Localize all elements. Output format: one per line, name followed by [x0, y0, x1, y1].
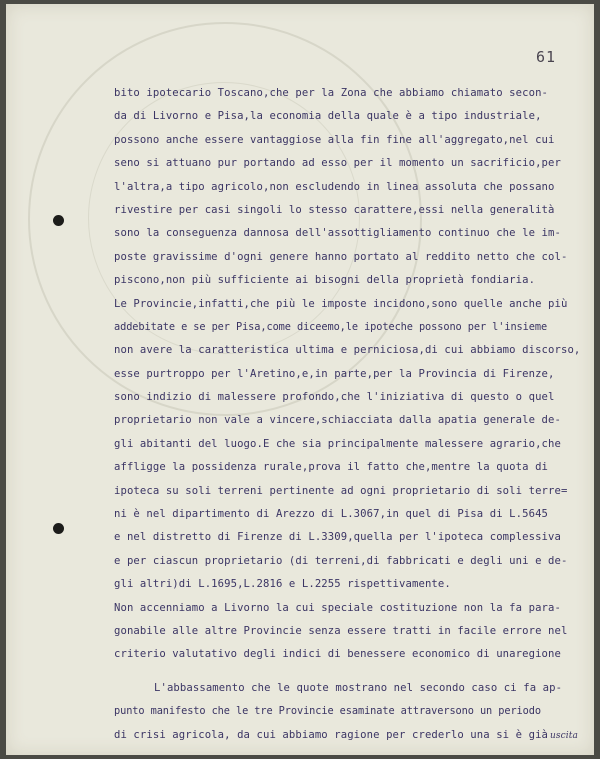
text-line: L'abbassamento che le quote mostrano nel secondo caso ci fa ap- [154, 681, 563, 694]
text-line: ni è nel dipartimento di Arezzo di L.3067,in quel di Pisa di L.5645 [114, 508, 549, 521]
punch-hole [53, 523, 64, 534]
text-line: sono indizio di malessere profondo,che l'iniziativa di questo o quel [114, 391, 555, 404]
text-line: seno si attuano pur portando ad esso per il momento un sacrificio,per [114, 157, 561, 170]
page-number: 61 [535, 48, 556, 66]
text-line: poste gravissime d'ogni genere hanno portato al reddito netto che col- [114, 250, 568, 263]
text-line: Non accenniamo a Livorno la cui speciale costituzione non la fa para- [114, 601, 561, 614]
text-line: gonabile alle altre Provincie senza essere tratti in facile errore nel [114, 624, 568, 637]
text-line: piscono,non più sufficiente ai bisogni della proprietà fondiaria. [114, 274, 536, 287]
text-line: proprietario non vale a vincere,schiacciata dalla apatia generale de- [114, 414, 561, 427]
text-line: possono anche essere vantaggiose alla fin fine all'aggregato,nel cui [114, 133, 555, 146]
document-page [6, 4, 594, 755]
text-line: gli altri)di L.1695,L.2816 e L.2255 rispettivamente. [114, 578, 451, 591]
text-line: e nel distretto di Firenze di L.3309,quella per l'ipoteca complessiva [114, 531, 561, 544]
text-line: Le Provincie,infatti,che più le imposte incidono,sono quelle anche più [114, 297, 568, 310]
text-line: non avere la caratteristica ultima e perniciosa,di cui abbiamo discorso, [114, 344, 581, 357]
text-line: esse purtroppo per l'Aretino,e,in parte,per la Provincia di Firenze, [114, 367, 555, 380]
text-line: ipoteca su soli terreni pertinente ad ogni proprietario di soli terre= [114, 484, 568, 497]
handwritten-margin-note: uscita [550, 730, 578, 741]
punch-hole [53, 215, 64, 226]
text-line-content: di crisi agricola, da cui abbiamo ragione per crederlo una si è già [114, 728, 549, 741]
text-line: gli abitanti del luogo.E che sia principalmente malessere agrario,che [114, 437, 561, 450]
text-line: addebitate e se per Pisa,come diceemo,le ipoteche possono per l'insieme [114, 320, 548, 333]
text-line: l'altra,a tipo agricolo,non escludendo in linea assoluta che possano [114, 180, 555, 193]
text-line: bito ipotecario Toscano,che per la Zona che abbiamo chiamato secon- [114, 87, 549, 99]
text-line: sono la conseguenza dannosa dell'assottigliamento continuo che le im- [114, 227, 561, 240]
text-line-last [114, 724, 584, 747]
typewritten-body [114, 82, 584, 747]
text-line: affligge la possidenza rurale,prova il fatto che,mentre la quota di [114, 461, 549, 474]
text-line: rivestire per casi singoli lo stesso carattere,essi nella generalità [114, 203, 555, 216]
text-line: da di Livorno e Pisa,la economia della quale è a tipo industriale, [114, 110, 542, 123]
text-line: punto manifesto che le tre Provincie esaminate attraversono un periodo [114, 705, 541, 718]
text-line: e per ciascun proprietario (di terreni,di fabbricati e degli uni e de- [114, 554, 568, 567]
text-line: criterio valutativo degli indici di benessere economico di unaregione [114, 648, 561, 661]
